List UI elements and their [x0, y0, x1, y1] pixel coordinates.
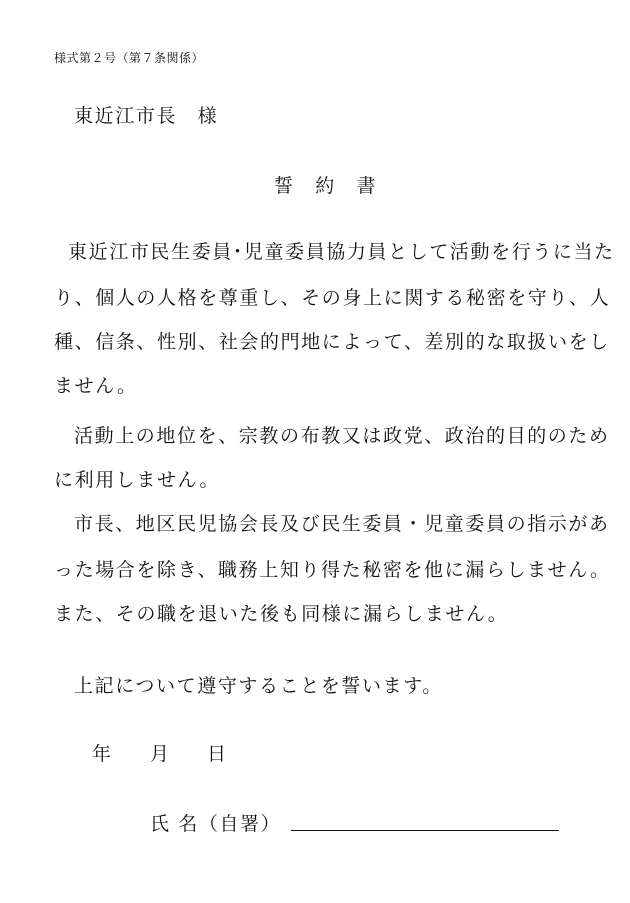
paragraph-line: 種、信条、性別、社会的門地によって、差別的な取扱いをし [54, 331, 610, 353]
form-number: 様式第２号（第７条関係） [54, 51, 205, 65]
signature-label: 氏 名（自署） [150, 813, 282, 835]
date-day: 日 [207, 743, 228, 765]
paragraph-line: 市長、地区民児協会長及び民生委員・児童委員の指示があ [74, 513, 610, 535]
paragraph-line: り、個人の人格を尊重し、その身上に関する秘密を守り、人 [54, 287, 611, 309]
paragraph-line: 活動上の地位を、宗教の布教又は政党、政治的目的のため [74, 425, 610, 447]
paragraph-line: った場合を除き、職務上知り得た秘密を他に漏らしません。 [54, 559, 611, 581]
addressee: 東近江市長 様 [74, 105, 219, 127]
paragraph-line: また、その職を退いた後も同様に漏らしません。 [54, 603, 509, 625]
paragraph-line: 上記について遵守することを誓います。 [74, 675, 443, 697]
paragraph-line: 東近江市民生委員･児童委員協力員として活動を行うに当た [68, 241, 615, 263]
date-month: 月 [150, 743, 171, 765]
paragraph-line: ません。 [54, 375, 138, 397]
signature-line [291, 830, 559, 831]
date-year: 年 [92, 743, 113, 765]
document-title: 誓 約 書 [274, 175, 378, 197]
paragraph-line: に利用しません。 [54, 469, 220, 491]
